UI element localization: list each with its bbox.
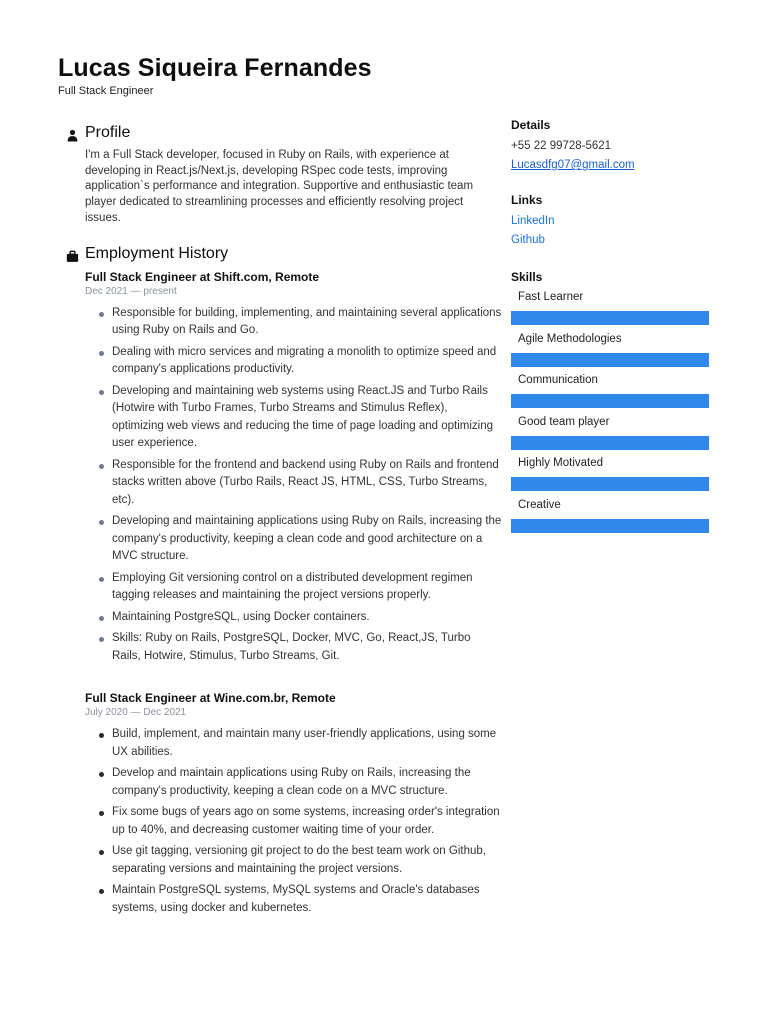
- side-column: [511, 118, 711, 541]
- bullet-text: Developing and maintaining web systems using React.JS and Turbo Rails (Hotwire with Turbo Frames, Turbo Streams and Stimulus Reflex), optimizing web views and reducing the time of page loading and optimizing user experience.: [112, 384, 494, 450]
- profile-section: [62, 124, 502, 227]
- employment-section: [62, 245, 502, 918]
- list-item: [85, 765, 502, 800]
- skill-item: [511, 291, 711, 333]
- skill-level-bar: [511, 519, 709, 533]
- list-item: [85, 457, 502, 510]
- job-entry: [62, 270, 502, 666]
- skills-section: [511, 270, 711, 541]
- skill-level-fill: [511, 436, 709, 450]
- bullet-text: Responsible for the frontend and backend using Ruby on Rails and frontend stacks written above (Turbo Rails, React JS, HTML, CSS, Turbo Streams, etc).: [112, 458, 499, 506]
- resume-name: Lucas Siqueira Fernandes: [58, 54, 372, 82]
- skill-level-fill: [511, 394, 709, 408]
- list-item: [85, 882, 502, 917]
- list-item: [85, 843, 502, 878]
- bullet-dot: [99, 889, 104, 894]
- skill-level-fill: [511, 353, 709, 367]
- list-item: [85, 609, 502, 627]
- email-link[interactable]: Lucasdfg07@gmail.com: [511, 159, 635, 171]
- job-dates: Dec 2021 — present: [85, 285, 177, 297]
- bullet-text: Fix some bugs of years ago on some systems, increasing order's integration up to 40%, and decreasing customer waiting time of your order.: [112, 806, 500, 836]
- list-item: [85, 344, 502, 379]
- skill-level-bar: [511, 353, 709, 367]
- skill-item: [511, 416, 711, 458]
- bullet-dot: [99, 464, 104, 469]
- bullet-dot: [99, 733, 104, 738]
- list-item: [85, 630, 502, 665]
- profile-title: Profile: [85, 124, 131, 141]
- list-item: [85, 804, 502, 839]
- bullet-dot: [99, 351, 104, 356]
- skill-level-fill: [511, 477, 709, 491]
- list-item: [85, 570, 502, 605]
- resume-role: Full Stack Engineer: [58, 85, 154, 97]
- skill-level-bar: [511, 436, 709, 450]
- skill-name: Highly Motivated: [518, 457, 604, 470]
- person-icon: [66, 129, 79, 142]
- bullet-dot: [99, 637, 104, 642]
- skill-item: [511, 457, 711, 499]
- bullet-text: Use git tagging, versioning git project to do the best team work on Github, separating versions and maintaining the project versions.: [112, 845, 486, 875]
- job-entry: [62, 691, 502, 917]
- skill-name: Creative: [518, 498, 561, 511]
- skill-name: Fast Learner: [518, 291, 584, 303]
- bullet-dot: [99, 577, 104, 582]
- bullet-text: Developing and maintaining applications using Ruby on Rails, increasing the company's productivity, keeping a clean code and good architecture on a MVC structure.: [112, 515, 502, 563]
- bullet-dot: [99, 312, 104, 317]
- bullet-text: Responsible for building, implementing, and maintaining several applications using Ruby on Rails and Go.: [112, 306, 502, 337]
- employment-title: Employment History: [85, 244, 229, 262]
- skill-name: Good team player: [518, 415, 610, 428]
- skill-level-bar: [511, 394, 709, 408]
- links-section: [511, 193, 711, 250]
- bullet-text: Maintaining PostgreSQL, using Docker containers.: [112, 610, 370, 623]
- job-bullets: [85, 305, 502, 666]
- bullet-text: Dealing with micro services and migrating a monolith to optimize speed and company's applications productivity.: [112, 345, 497, 376]
- list-item: [85, 383, 502, 453]
- job-title: Full Stack Engineer at Wine.com.br, Remote: [85, 691, 336, 706]
- list-item: [85, 513, 502, 566]
- phone-number: +55 22 99728-5621: [511, 140, 612, 152]
- bullet-text: Maintain PostgreSQL systems, MySQL systems and Oracle's databases systems, using docker and kubernetes.: [112, 884, 480, 914]
- skill-level-bar: [511, 477, 709, 491]
- bullet-dot: [99, 850, 104, 855]
- links-title: Links: [511, 193, 543, 207]
- job-bullets: [85, 726, 502, 917]
- job-title: Full Stack Engineer at Shift.com, Remote: [85, 269, 320, 284]
- skill-item: [511, 499, 711, 541]
- skill-item: [511, 333, 711, 375]
- skill-level-fill: [511, 311, 709, 325]
- bullet-dot: [99, 772, 104, 777]
- github-link[interactable]: Github: [511, 234, 545, 246]
- skill-name: Communication: [518, 374, 598, 387]
- skills-title: Skills: [511, 270, 543, 284]
- bullet-dot: [99, 520, 104, 525]
- skill-level-fill: [511, 519, 709, 533]
- bullet-text: Build, implement, and maintain many user-friendly applications, using some UX abilities.: [112, 728, 497, 758]
- details-section: [511, 118, 711, 175]
- details-title: Details: [511, 118, 551, 132]
- linkedin-link[interactable]: LinkedIn: [511, 215, 555, 227]
- job-dates: July 2020 — Dec 2021: [85, 707, 187, 719]
- bullet-text: Employing Git versioning control on a distributed development regimen tagging releases and maintaining the project versions properly.: [112, 571, 473, 602]
- skill-item: [511, 374, 711, 416]
- employment-heading: [62, 245, 502, 269]
- bullet-dot: [99, 390, 104, 395]
- skill-name: Agile Methodologies: [518, 332, 622, 345]
- bullet-text: Skills: Ruby on Rails, PostgreSQL, Docker, MVC, Go, React,JS, Turbo Rails, Hotwire, Stimulus, Turbo Streams, Git.: [112, 632, 471, 662]
- bullet-dot: [99, 616, 104, 621]
- bullet-dot: [99, 811, 104, 816]
- list-item: [85, 726, 502, 761]
- main-column: [62, 124, 502, 921]
- list-item: [85, 305, 502, 340]
- profile-heading: [62, 124, 502, 148]
- briefcase-icon: [66, 250, 79, 263]
- bullet-text: Develop and maintain applications using Ruby on Rails, increasing the company's productivity, keeping a clean code on a MVC structure.: [112, 767, 471, 797]
- skill-level-bar: [511, 311, 709, 325]
- profile-text: I'm a Full Stack developer, focused in Ruby on Rails, with experience at developing in React.js/Next.js, developing RSpec code tests, improving application`s performance and integration. Supportive and enthusiastic team player dedicated to streamlining processes and efficiently resolving project issues.: [85, 149, 474, 224]
